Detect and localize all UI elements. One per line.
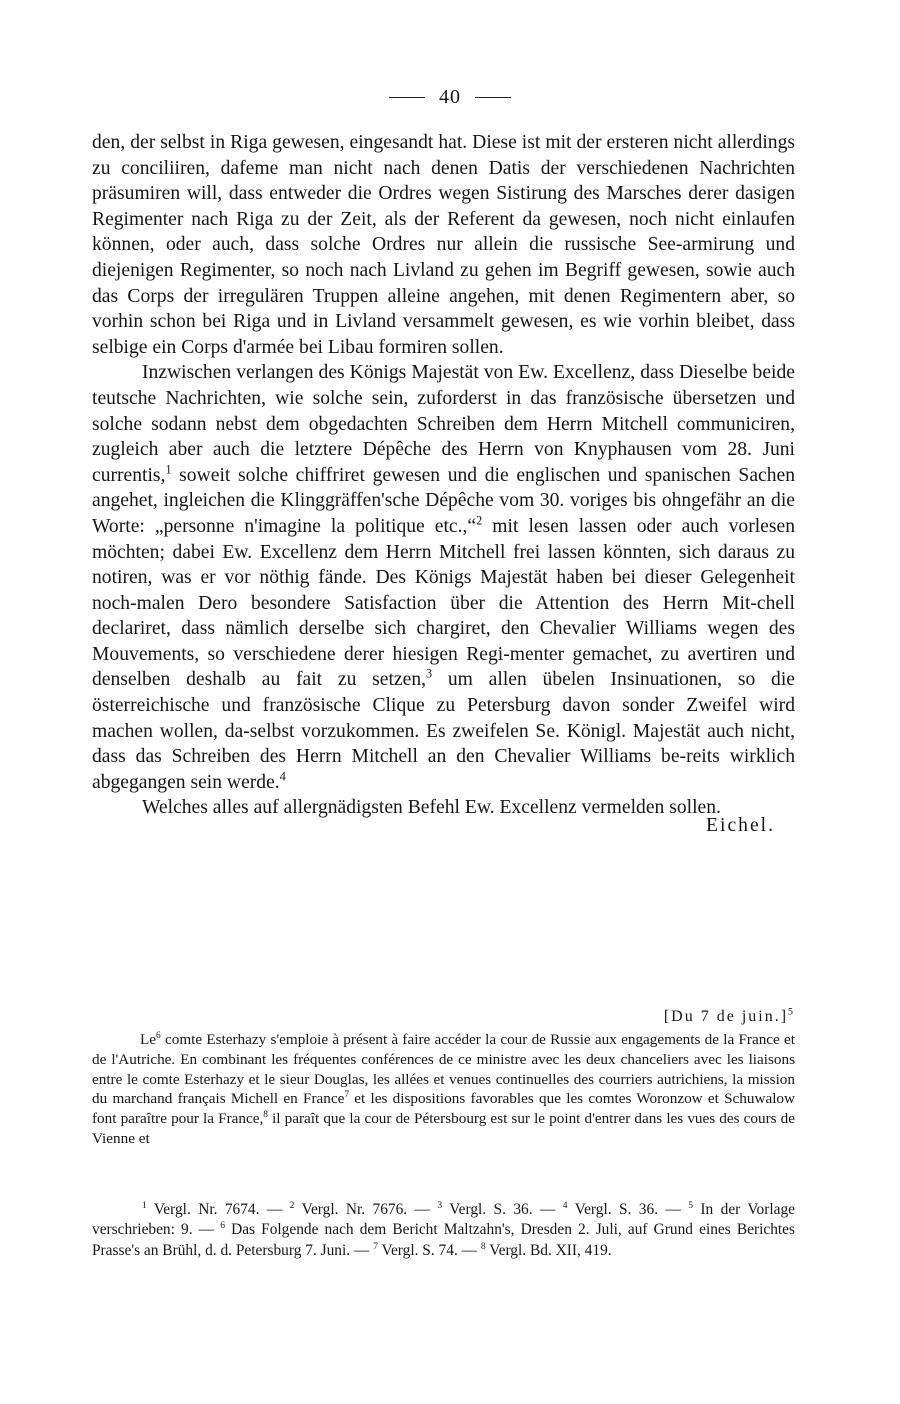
page-number-header (0, 86, 900, 109)
report-text-d: il paraît que la cour de Pétersbourg est sur le point d'entrer dans les vues des cours de Vienne et (92, 1110, 795, 1147)
footnote-text-8: Vergl. Bd. XII, 419. (485, 1241, 612, 1259)
paragraph-2-text-a: Inzwischen verlangen des Königs Majestät von Ew. Excellenz, dass Dieselbe beide teutsche Nachrichten, wie solche sein, zuforderst in das französische übersetzen und solche sodann nebst dem obgedachten Schreiben dem Herrn Mitchell communiciren, zugleich aber auch die letztere Dépêche des Herrn von Knyphausen vom 28. Juni currentis, (92, 362, 795, 486)
footnote-number-6: 6 (220, 1220, 225, 1232)
footnote-text-1: Vergl. Nr. 7674. — (146, 1201, 290, 1218)
footnote-number-5: 5 (688, 1199, 694, 1211)
footnote-text-7: Vergl. S. 74. — (377, 1241, 481, 1259)
footnote-number-4: 4 (562, 1199, 568, 1211)
report-paragraph (92, 1030, 795, 1149)
date-heading-text: [Du 7 de juin.] (663, 1008, 789, 1025)
footnote-number-3: 3 (437, 1199, 443, 1211)
paragraph-2-text-d: um allen übelen Insinuationen, so die österreichische und französische Clique zu Petersburg davon sonder Zweifel wird machen wollen, da-selbst vorzukommen. Es zweifelen Se. Königl. Majestät auch nicht, dass das Schreiben des Herrn Mitchell an den Chevalier Williams be-reits wirklich abgegangen sein werde. (92, 669, 795, 793)
header-dash-right (475, 97, 511, 98)
footnote-text-2: Vergl. Nr. 7676. — (294, 1201, 438, 1218)
footnote-number-8: 8 (480, 1240, 486, 1252)
footnote-ref-3: 3 (426, 666, 433, 681)
report-text (92, 1030, 795, 1149)
footnotes-paragraph (92, 1200, 795, 1261)
page-number: 40 (439, 86, 461, 108)
footnote-ref-1: 1 (165, 462, 172, 477)
footnote-text-3: Vergl. S. 36. — (442, 1201, 563, 1218)
footnote-ref-8: 8 (263, 1110, 268, 1121)
paragraph-2-text-c: mit lesen lassen oder auch vorlesen möchten; dabei Ew. Excellenz dem Herrn Mitchell frei lassen könnten, sich daraus zu notiren, was er vor nöthig fände. Des Königs Majestät haben bei dieser Gelegenheit noch-malen Dero besondere Satisfaction über die Attention des Herrn Mit-chell declariret, dass nämlich derselbe sich chargiret, den Chevalier Williams wegen des Mouvements, so verschiedene derer hiesigen Regi-menter gemachet, zu avertiren und denselben deshalb au fait zu setzen, (92, 515, 795, 691)
footnotes (92, 1200, 795, 1261)
footnote-ref-7: 7 (344, 1090, 350, 1101)
paragraph-3: Welches alles auf allergnädigsten Befehl Ew. Excellenz vermelden sollen. (142, 797, 721, 819)
footnote-number-1: 1 (142, 1199, 147, 1211)
footnote-text-4: Vergl. S. 36. — (567, 1201, 689, 1218)
main-text (92, 130, 795, 839)
report-text-b: comte Esterhazy s'emploie à présent à faire accéder la cour de Russie aux engagements de la France et de l'Autriche. En combinant les fréquentes conférences de ce ministre avec les deux chanceliers avec les liaisons entre le comte Esterhazy et le sieur Douglas, les allées et venues continuelles des courriers autrichiens, la mission du marchand français Michell en France (92, 1031, 795, 1108)
paragraph-2 (92, 360, 795, 795)
footnote-ref-5: 5 (788, 1006, 795, 1018)
footnote-number-7: 7 (373, 1240, 378, 1252)
footnote-number-2: 2 (289, 1199, 295, 1211)
header-dash-left (389, 97, 425, 98)
footnote-ref-2: 2 (476, 513, 483, 528)
report-text-c: et les dispositions favorables que les comtes Woronzow et Schuwalow font paraître pour la France, (92, 1090, 795, 1128)
date-heading (92, 1008, 795, 1026)
footnote-text-6: Das Folgende nach dem Bericht Maltzahn's, Dresden 2. Juli, auf Grund eines Berichtes Prasse's an Brühl, d. d. Petersburg 7. Juni. — (92, 1221, 795, 1259)
report-text-a: Le (140, 1031, 157, 1048)
signature: Eichel. (706, 815, 775, 837)
paragraph-2-text-b: soweit solche chiffriret gewesen und die englischen und spanischen Sachen angehet, ingleichen die Klinggräffen'sche Dépêche vom 30. voriges bis ohngefähr an die Worte: „personne n'imagine la politique etc.,“ (92, 464, 795, 537)
paragraph-1: den, der selbst in Riga gewesen, eingesandt hat. Diese ist mit der ersteren nicht allerdings zu conciliiren, dafeme man nicht nach denen Datis der verschiedenen Nachrichten präsumiren will, dass entweder die Ordres wegen Sistirung des Marsches derer dasigen Regimenter nach Riga zu der Zeit, als der Referent da gewesen, noch nicht einlaufen können, oder auch, dass solche Ordres nur allein die russische See-armirung und diejenigen Regimenter, so noch nach Livland zu gehen im Begriff gewesen, sowie auch das Corps der irregulären Truppen alleine angehen, mit denen Regimentern aber, so vorhin schon bei Riga und in Livland versammelt gewesen, es wie vorhin bleibet, dass selbige ein Corps d'armée bei Libau formiren sollen. (92, 132, 795, 358)
footnote-ref-6: 6 (156, 1030, 161, 1041)
footnote-ref-4: 4 (279, 769, 286, 784)
footnote-text-5: In der Vorlage verschrieben: 9. — (92, 1201, 796, 1239)
